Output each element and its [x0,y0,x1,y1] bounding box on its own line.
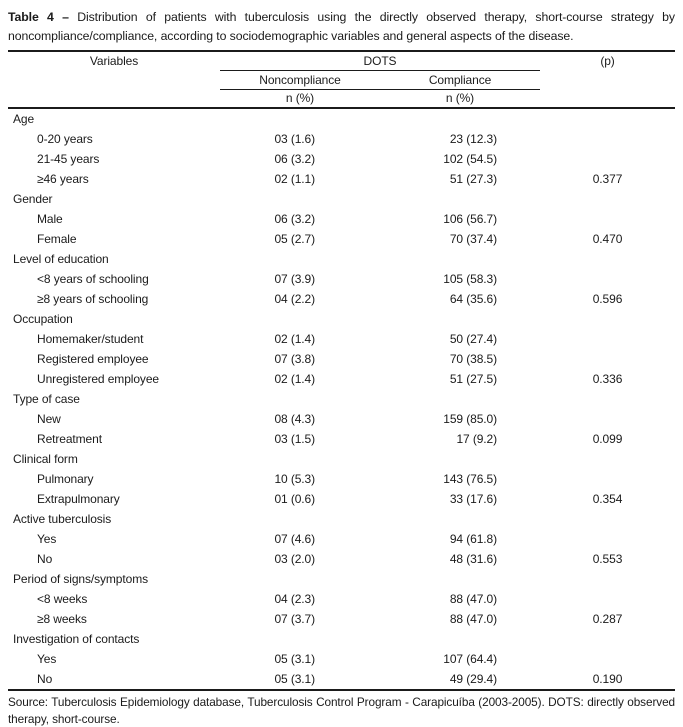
table-row [8,429,675,449]
cell-p-value [540,409,675,429]
row-label: <8 weeks [37,592,88,606]
row-label: Female [37,232,77,246]
group-header-row [8,189,675,209]
cell-compliance: 143 (76.5) [443,472,497,486]
group-label: Period of signs/symptoms [13,572,148,586]
cell-compliance: 51 (27.5) [449,372,497,386]
cell-p-value [540,589,675,609]
row-label: No [37,552,53,566]
cell-compliance: 49 (29.4) [449,672,497,686]
table-row [8,669,675,689]
group-label: Age [13,112,35,126]
row-label: ≥46 years [37,172,89,186]
cell-compliance: 94 (61.8) [449,532,497,546]
group-header-row [8,389,675,409]
dots-subheaders [220,71,540,90]
cell-compliance: 102 (54.5) [443,152,497,166]
cell-p-value [540,149,675,169]
cell-p-value: 0.287 [592,612,623,626]
cell-compliance: 17 (9.2) [456,432,497,446]
row-label: No [37,672,53,686]
row-label: Registered employee [37,352,149,366]
cell-noncompliance: 01 (0.6) [274,492,315,506]
dots-column-group [220,52,540,107]
row-label: Pulmonary [37,472,94,486]
cell-p-value: 0.596 [592,292,623,306]
data-table [8,50,675,691]
cell-compliance: 33 (17.6) [449,492,497,506]
table-row [8,529,675,549]
group-label: Active tuberculosis [13,512,112,526]
group-header-row [8,309,675,329]
group-header-row [8,629,675,649]
row-label: Male [37,212,63,226]
cell-noncompliance: 06 (3.2) [274,152,315,166]
cell-compliance: 106 (56.7) [443,212,497,226]
source-note: Source: Tuberculosis Epidemiology database, Tuberculosis Control Program - Carapicuíba (2003-2005). DOTS: directly observed therapy, short-course. [8,695,675,726]
row-label: Homemaker/student [37,332,144,346]
cell-compliance: 64 (35.6) [449,292,497,306]
cell-p-value: 0.099 [592,432,623,446]
cell-noncompliance: 04 (2.2) [274,292,315,306]
table-row [8,349,675,369]
cell-compliance: 159 (85.0) [443,412,497,426]
cell-p-value [540,209,675,229]
col-header-variables: Variables [89,54,139,68]
cell-noncompliance: 07 (3.7) [274,612,315,626]
table-row [8,609,675,629]
table-caption [8,8,675,50]
paper-table-figure [0,8,683,726]
cell-noncompliance: 02 (1.1) [274,172,315,186]
row-label: Unregistered employee [37,372,159,386]
row-label: 21-45 years [37,152,100,166]
cell-noncompliance: 02 (1.4) [274,332,315,346]
row-label: ≥8 years of schooling [37,292,149,306]
row-label: Extrapulmonary [37,492,120,506]
cell-p-value [540,129,675,149]
table-row [8,289,675,309]
table-header [8,52,675,109]
table-row [8,149,675,169]
cell-p-value [540,329,675,349]
group-header-row [8,449,675,469]
cell-compliance: 23 (12.3) [449,132,497,146]
table-row [8,369,675,389]
cell-noncompliance: 08 (4.3) [274,412,315,426]
cell-compliance: 70 (38.5) [449,352,497,366]
cell-noncompliance: 06 (3.2) [274,212,315,226]
cell-compliance: 48 (31.6) [449,552,497,566]
cell-p-value: 0.470 [592,232,623,246]
cell-p-value: 0.190 [592,672,623,686]
cell-noncompliance: 03 (1.6) [274,132,315,146]
cell-noncompliance: 07 (4.6) [274,532,315,546]
cell-noncompliance: 07 (3.8) [274,352,315,366]
group-header-row [8,249,675,269]
cell-p-value [540,349,675,369]
cell-compliance: 51 (27.3) [449,172,497,186]
cell-compliance: 70 (37.4) [449,232,497,246]
row-label: Yes [37,532,57,546]
group-header-row [8,109,675,129]
row-label: <8 years of schooling [37,272,149,286]
cell-p-value [540,649,675,669]
group-header-row [8,509,675,529]
cell-noncompliance: 05 (2.7) [274,232,315,246]
cell-noncompliance: 05 (3.1) [274,672,315,686]
row-label: 0-20 years [37,132,93,146]
cell-p-value [540,469,675,489]
cell-p-value: 0.553 [592,552,623,566]
cell-p-value [540,269,675,289]
table-row [8,229,675,249]
col-header-n-pct-noncompliance: n (%) [285,91,315,105]
col-header-noncompliance: Noncompliance [259,73,341,87]
cell-noncompliance: 07 (3.9) [274,272,315,286]
col-header-compliance: Compliance [428,73,492,87]
table-row [8,469,675,489]
col-header-p: (p) [600,54,615,68]
table-row [8,649,675,669]
table-row [8,269,675,289]
cell-compliance: 50 (27.4) [449,332,497,346]
table-caption-text: Distribution of patients with tuberculosis using the directly observed therapy, short-course strategy by noncompliance/compliance, according to sociodemographic variables and general aspects of the disease. [8,10,675,43]
n-pct-subheaders [220,90,540,107]
table-row [8,489,675,509]
cell-noncompliance: 03 (2.0) [274,552,315,566]
cell-noncompliance: 04 (2.3) [274,592,315,606]
col-header-dots: DOTS [220,52,540,71]
group-label: Level of education [13,252,109,266]
group-label: Occupation [13,312,73,326]
group-label: Clinical form [13,452,78,466]
cell-compliance: 105 (58.3) [443,272,497,286]
group-header-row [8,569,675,589]
cell-compliance: 107 (64.4) [443,652,497,666]
col-header-n-pct-compliance: n (%) [445,91,475,105]
table-row [8,129,675,149]
cell-compliance: 88 (47.0) [449,612,497,626]
cell-noncompliance: 05 (3.1) [274,652,315,666]
cell-p-value: 0.377 [592,172,623,186]
table-row [8,209,675,229]
cell-noncompliance: 10 (5.3) [274,472,315,486]
group-label: Type of case [13,392,80,406]
row-label: New [37,412,61,426]
table-row [8,409,675,429]
cell-p-value: 0.336 [592,372,623,386]
table-row [8,549,675,569]
group-label: Gender [13,192,53,206]
table-caption-label: Table 4 – [8,10,69,24]
cell-noncompliance: 03 (1.5) [274,432,315,446]
cell-p-value: 0.354 [592,492,623,506]
cell-noncompliance: 02 (1.4) [274,372,315,386]
cell-compliance: 88 (47.0) [449,592,497,606]
row-label: Yes [37,652,57,666]
table-row [8,589,675,609]
row-label: ≥8 weeks [37,612,87,626]
table-row [8,329,675,349]
table-row [8,169,675,189]
cell-p-value [540,529,675,549]
row-label: Retreatment [37,432,102,446]
table-body [8,109,675,689]
group-label: Investigation of contacts [13,632,140,646]
